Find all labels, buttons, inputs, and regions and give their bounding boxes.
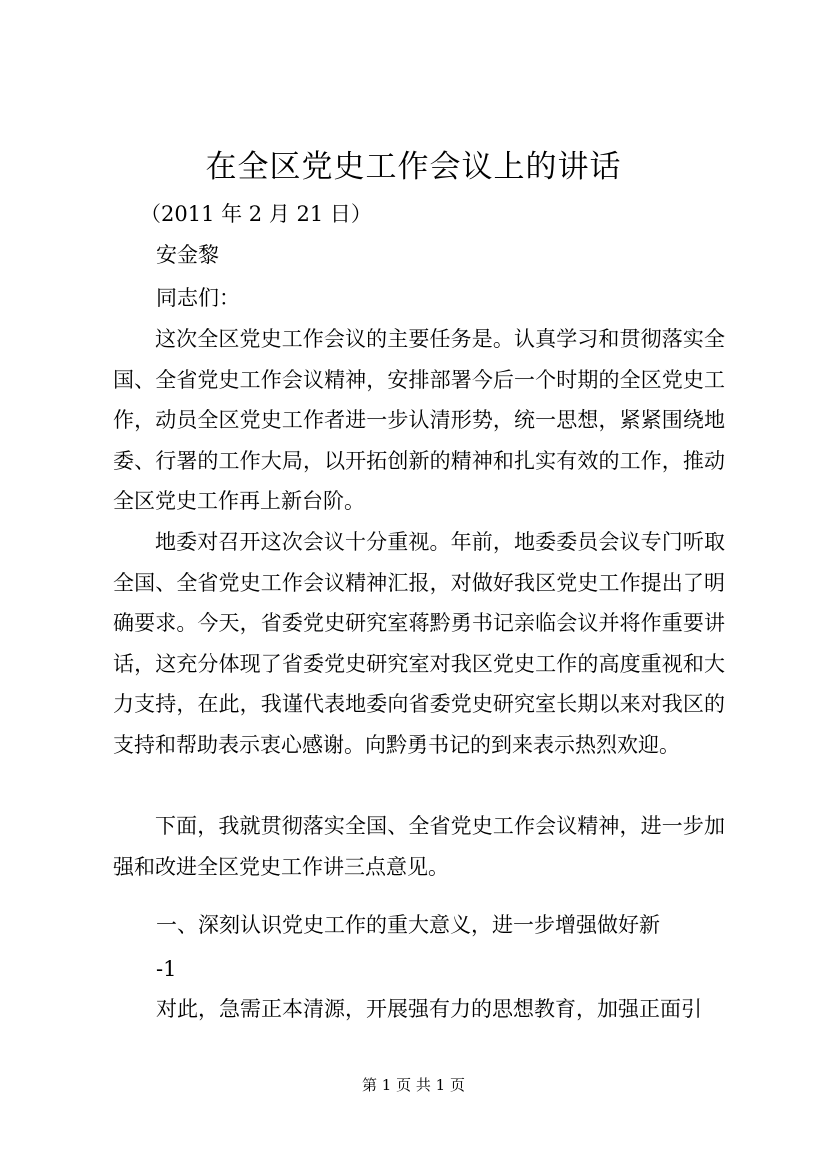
paragraph-1: 这次全区党史工作会议的主要任务是。认真学习和贯彻落实全国、全省党史工作会议精神，安排部署今后一个时期的全区党史工作，动员全区党史工作者进一步认清形势，统一思想，紧紧围绕地委、行署的工作大局，以开拓创新的精神和扎实有效的工作，推动全区党史工作再上新台阶。 (113, 327, 725, 513)
last-line: 对此，急需正本清源，开展强有力的思想教育，加强正面引 (156, 997, 702, 1021)
page-marker: -1 (156, 957, 177, 981)
page-footer: 第 1 页 共 1 页 (362, 1076, 465, 1094)
speech-date: （2011 年 2 月 21 日） (140, 202, 372, 226)
section-heading-one: 一、深刻认识党史工作的重大意义，进一步增强做好新 (156, 913, 660, 937)
salutation: 同志们： (156, 286, 240, 310)
paragraph-2: 地委对召开这次会议十分重视。年前，地委委员会议专门听取全国、全省党史工作会议精神汇报，对做好我区党史工作提出了明确要求。今天，省委党史研究室蒋黔勇书记亲临会议并将作重要讲话，这充分体现了省委党史研究室对我区党史工作的高度重视和大力支持，在此，我谨代表地委向省委党史研究室长期以来对我区的支持和帮助表示衷心感谢。向黔勇书记的到来表示热烈欢迎。 (113, 530, 725, 757)
document-title: 在全区党史工作会议上的讲话 (205, 149, 622, 185)
paragraph-3: 下面，我就贯彻落实全国、全省党史工作会议精神，进一步加强和改进全区党史工作讲三点意见。 (113, 814, 725, 879)
speaker-name: 安金黎 (156, 243, 219, 267)
